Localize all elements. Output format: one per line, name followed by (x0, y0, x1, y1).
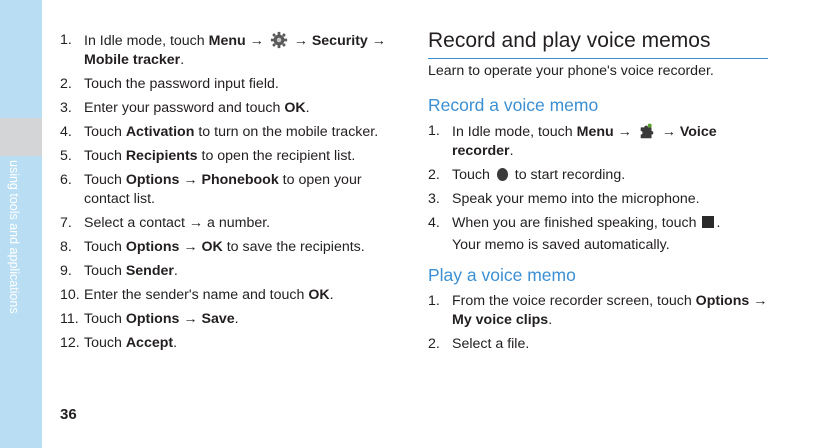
list-item: 7. Select a contact → a number. (60, 215, 271, 231)
list-item: 1. From the voice recorder screen, touch Options → My voice clips. (428, 293, 768, 328)
list-item: 8. Touch Options → OK to save the recipients. (60, 239, 365, 255)
play-heading: Play a voice memo (428, 265, 576, 285)
list-item: 11. Touch Options → Save. (60, 311, 239, 327)
play-step-list (428, 292, 773, 354)
list-item: 2. Touch to start recording. (428, 167, 626, 183)
stop-icon (702, 216, 714, 228)
intro-text: Learn to operate your phone's voice recorder. (428, 63, 714, 79)
record-icon (497, 168, 508, 181)
list-item: 9. Touch Sender. (60, 263, 178, 279)
page-number: 36 (60, 406, 77, 423)
list-item: 6. Touch Options → Phonebook to open your contact list. (60, 172, 362, 207)
list-item: 2. Select a file. (428, 336, 530, 352)
list-item: 12. Touch Accept. (60, 335, 178, 351)
list-item: 1. In Idle mode, touch Menu → → Voice recorder. (428, 123, 717, 159)
sidebar-section-text: using tools and applications (7, 160, 21, 314)
list-item: 10. Enter the sender's name and touch OK. (60, 287, 334, 303)
list-item: 4. Touch Activation to turn on the mobile tracker. (60, 124, 379, 140)
gear-icon (270, 31, 288, 49)
sidebar-section-marker (0, 118, 42, 156)
list-item: 4. When you are finished speaking, touch . Your memo is saved automatically. (428, 214, 773, 255)
record-heading: Record a voice memo (428, 95, 599, 115)
record-step-list (428, 122, 773, 255)
list-item: 3. Enter your password and touch OK. (60, 100, 310, 116)
step-note: Your memo is saved automatically. (452, 237, 670, 253)
list-item: 5. Touch Recipients to open the recipient list. (60, 148, 356, 164)
list-item: 3. Speak your memo into the microphone. (428, 191, 700, 207)
page-title: Record and play voice memos (428, 29, 768, 59)
list-item: 1. In Idle mode, touch Menu → → Security → Mobile tracker. (60, 32, 386, 68)
sidebar-strip (0, 0, 42, 448)
list-item: 2. Touch the password input field. (60, 76, 279, 92)
sidebar-section-label (2, 160, 40, 320)
puzzle-icon (638, 122, 656, 140)
left-step-list (60, 31, 400, 353)
